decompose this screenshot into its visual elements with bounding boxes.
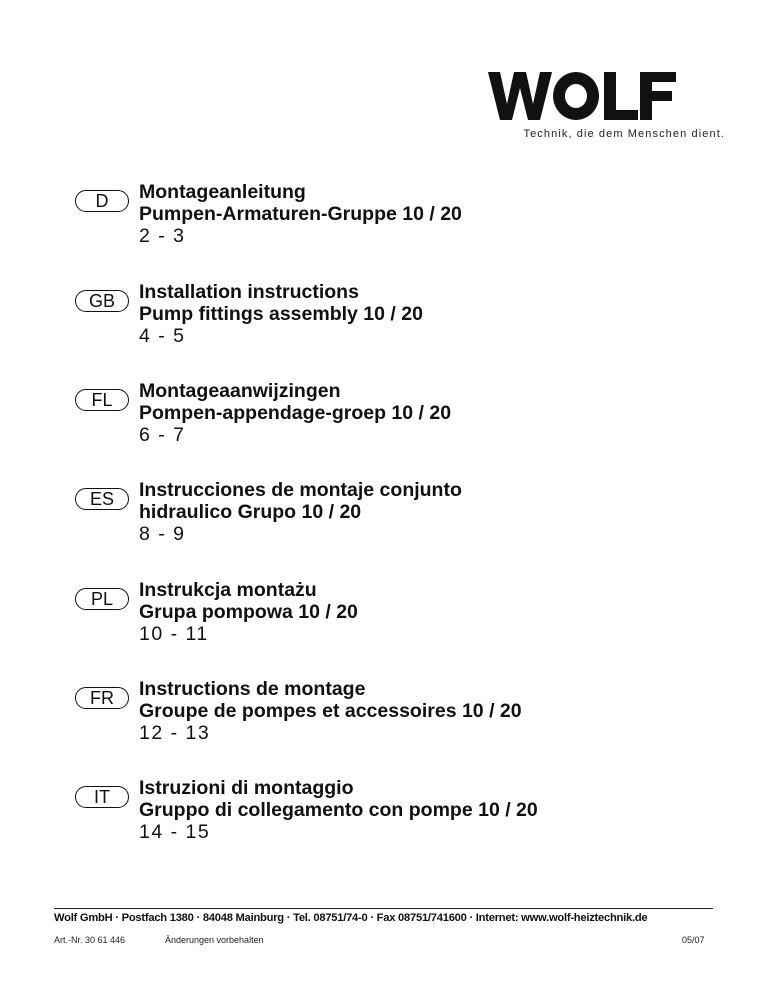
- section-subtitle: Pump fittings assembly 10 / 20: [139, 303, 423, 325]
- section-pages: 10 - 11: [139, 623, 209, 645]
- section-text: [139, 579, 358, 645]
- section-subtitle: hidraulico Grupo 10 / 20: [139, 501, 362, 523]
- section-pages: 12 - 13: [139, 722, 211, 744]
- section-pages: 8 - 9: [139, 523, 186, 545]
- footer-divider: [54, 908, 713, 909]
- section-title: Instrukcja montażu: [139, 579, 317, 601]
- edition-date: 05/07: [682, 935, 705, 945]
- section-title: Instrucciones de montaje conjunto: [139, 479, 462, 501]
- section-subtitle: Groupe de pompes et accessoires 10 / 20: [139, 700, 522, 722]
- section-subtitle: Gruppo di collegamento con pompe 10 / 20: [139, 799, 538, 821]
- section-pages: 4 - 5: [139, 325, 186, 347]
- section-pages: 14 - 15: [139, 821, 211, 843]
- section-subtitle: Pompen-appendage-groep 10 / 20: [139, 402, 452, 424]
- section-text: [139, 678, 522, 744]
- language-badge: FL: [75, 389, 129, 411]
- section-subtitle: Pumpen-Armaturen-Gruppe 10 / 20: [139, 203, 462, 225]
- section-title: Instructions de montage: [139, 678, 366, 700]
- section-subtitle: Grupa pompowa 10 / 20: [139, 601, 358, 623]
- wolf-logo: [488, 70, 676, 122]
- changes-reserved-note: Änderungen vorbehalten: [165, 935, 264, 945]
- section-text: [139, 181, 462, 247]
- language-badge: IT: [75, 786, 129, 808]
- language-badge: FR: [75, 687, 129, 709]
- section-pages: 6 - 7: [139, 424, 186, 446]
- language-badge: GB: [75, 290, 129, 312]
- article-number: Art.-Nr. 30 61 446: [54, 935, 126, 945]
- section-text: [139, 380, 451, 446]
- section-title: Montageaanwijzingen: [139, 380, 341, 402]
- tagline: Technik, die dem Menschen dient.: [523, 128, 725, 140]
- section-title: Montageanleitung: [139, 181, 306, 203]
- language-badge: D: [75, 190, 129, 212]
- language-badge: ES: [75, 488, 129, 510]
- language-badge: PL: [75, 588, 129, 610]
- section-text: [139, 479, 462, 545]
- section-title: Installation instructions: [139, 281, 359, 303]
- section-pages: 2 - 3: [139, 225, 186, 247]
- company-contact-info: Wolf GmbH · Postfach 1380 · 84048 Mainburg · Tel. 08751/74-0 · Fax 08751/741600 · Internet: www.wolf-heiztechnik.de: [54, 912, 648, 924]
- section-text: [139, 777, 538, 843]
- section-title: Istruzioni di montaggio: [139, 777, 354, 799]
- section-text: [139, 281, 423, 347]
